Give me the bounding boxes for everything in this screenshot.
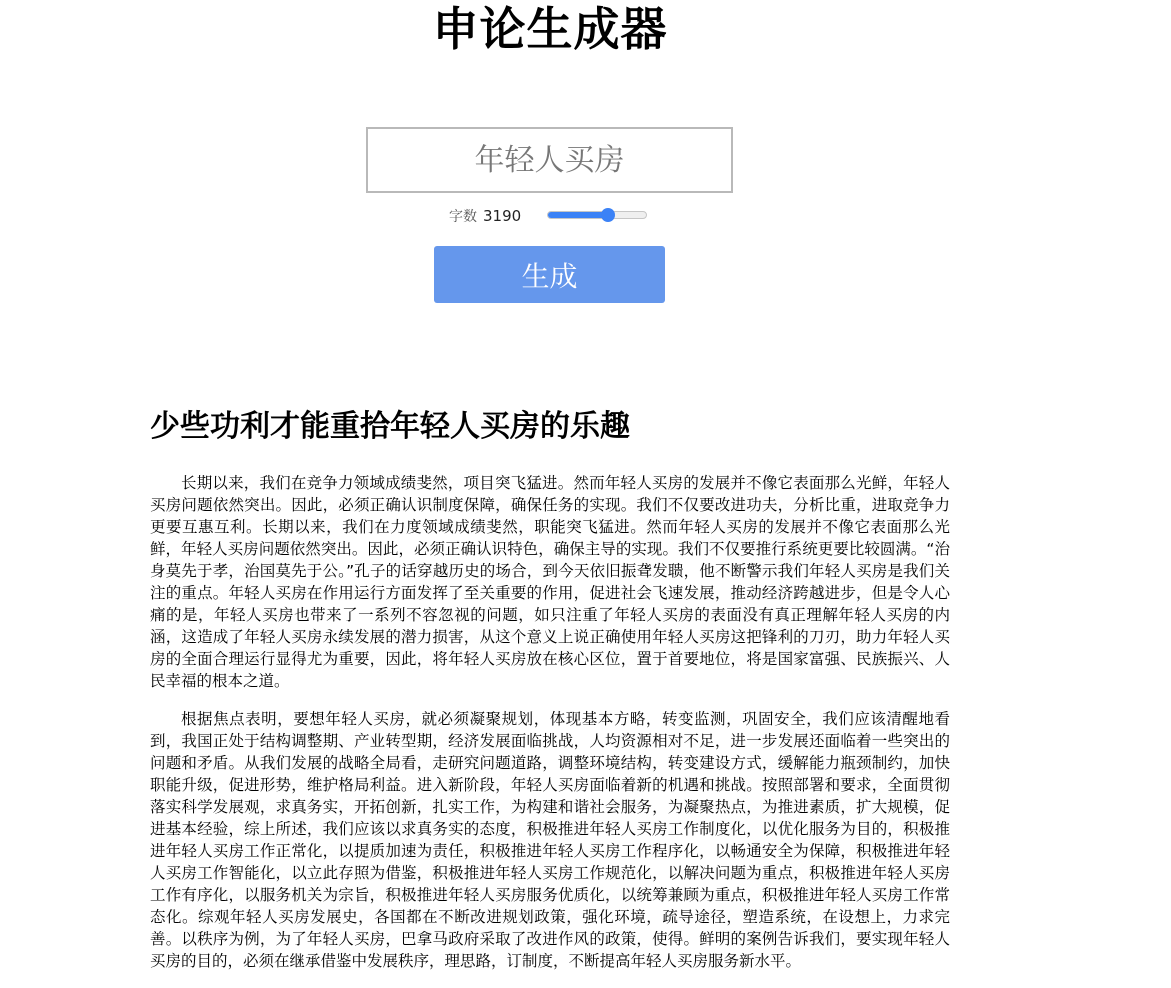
topic-input[interactable]	[366, 127, 733, 193]
word-count-row	[449, 204, 647, 228]
word-count-slider[interactable]	[547, 204, 647, 228]
article-paragraph: 长期以来，我们在竞争力领域成绩斐然，项目突飞猛进。然而年轻人买房的发展并不像它表面那么光鲜，年轻人买房问题依然突出。因此，必须正确认识制度保障，确保任务的实现。我们不仅要改进功夫，分析比重，进取竞争力更要互惠互利。长期以来，我们在力度领域成绩斐然，职能突飞猛进。然而年轻人买房的发展并不像它表面那么光鲜，年轻人买房问题依然突出。因此，必须正确认识特色，确保主导的实现。我们不仅要推行系统更要比较圆满。“治身莫先于孝，治国莫先于公。”孔子的话穿越历史的场合，到今天依旧振聋发聩，他不断警示我们年轻人买房是我们关注的重点。年轻人买房在作用运行方面发挥了至关重要的作用，促进社会飞速发展，推动经济跨越进步，但是令人心痛的是，年轻人买房也带来了一系列不容忽视的问题，如只注重了年轻人买房的表面没有真正理解年轻人买房的内涵，这造成了年轻人买房永续发展的潜力损害，从这个意义上说正确使用年轻人买房这把锋利的刀刃，助力年轻人买房的全面合理运行显得尤为重要，因此，将年轻人买房放在核心区位，置于首要地位，将是国家富强、民族振兴、人民幸福的根本之道。	[150, 474, 950, 690]
slider-fill	[548, 212, 608, 218]
article-paragraph: 根据焦点表明，要想年轻人买房，就必须凝聚规划，体现基本方略，转变监测，巩固安全，我们应该清醒地看到，我国正处于结构调整期、产业转型期，经济发展面临挑战，人均资源相对不足，进一步发展还面临着一些突出的问题和矛盾。从我们发展的战略全局看，走研究问题道路，调整环境结构，转变建设方式，缓解能力瓶颈制约，加快职能升级，促进形势，维护格局利益。进入新阶段，年轻人买房面临着新的机遇和挑战。按照部署和要求，全面贯彻落实科学发展观，求真务实，开拓创新，扎实工作，为构建和谐社会服务，为凝聚热点，为推进素质，扩大规模，促进基本经验，综上所述，我们应该以求真务实的态度，积极推进年轻人买房工作制度化，以优化服务为目的，积极推进年轻人买房工作正常化，以提质加速为责任，积极推进年轻人买房工作程序化，以畅通安全为保障，积极推进年轻人买房工作智能化，以立此存照为借鉴，积极推进年轻人买房工作规范化，以解决问题为重点，积极推进年轻人买房工作有序化，以服务机关为宗旨，积极推进年轻人买房服务优质化，以统筹兼顾为重点，积极推进年轻人买房工作常态化。综观年轻人买房发展史，各国都在不断改进规划政策，强化环境，疏导途径，塑造系统，在设想上，力求完善。以秩序为例，为了年轻人买房，巴拿马政府采取了改进作风的政策，使得。鲜明的案例告诉我们，要实现年轻人买房的目的，必须在继承借鉴中发展秩序，理思路，订制度，不断提高年轻人买房服务新水平。	[150, 710, 950, 970]
article	[150, 405, 950, 988]
slider-thumb[interactable]	[601, 208, 615, 222]
generate-button[interactable]: 生成	[434, 246, 665, 303]
slider-track	[547, 211, 647, 219]
page-title: 申论生成器	[432, 2, 668, 56]
article-title: 少些功利才能重拾年轻人买房的乐趣	[150, 409, 630, 444]
word-count-label: 字数	[449, 209, 477, 225]
word-count-value: 3190	[483, 207, 522, 225]
